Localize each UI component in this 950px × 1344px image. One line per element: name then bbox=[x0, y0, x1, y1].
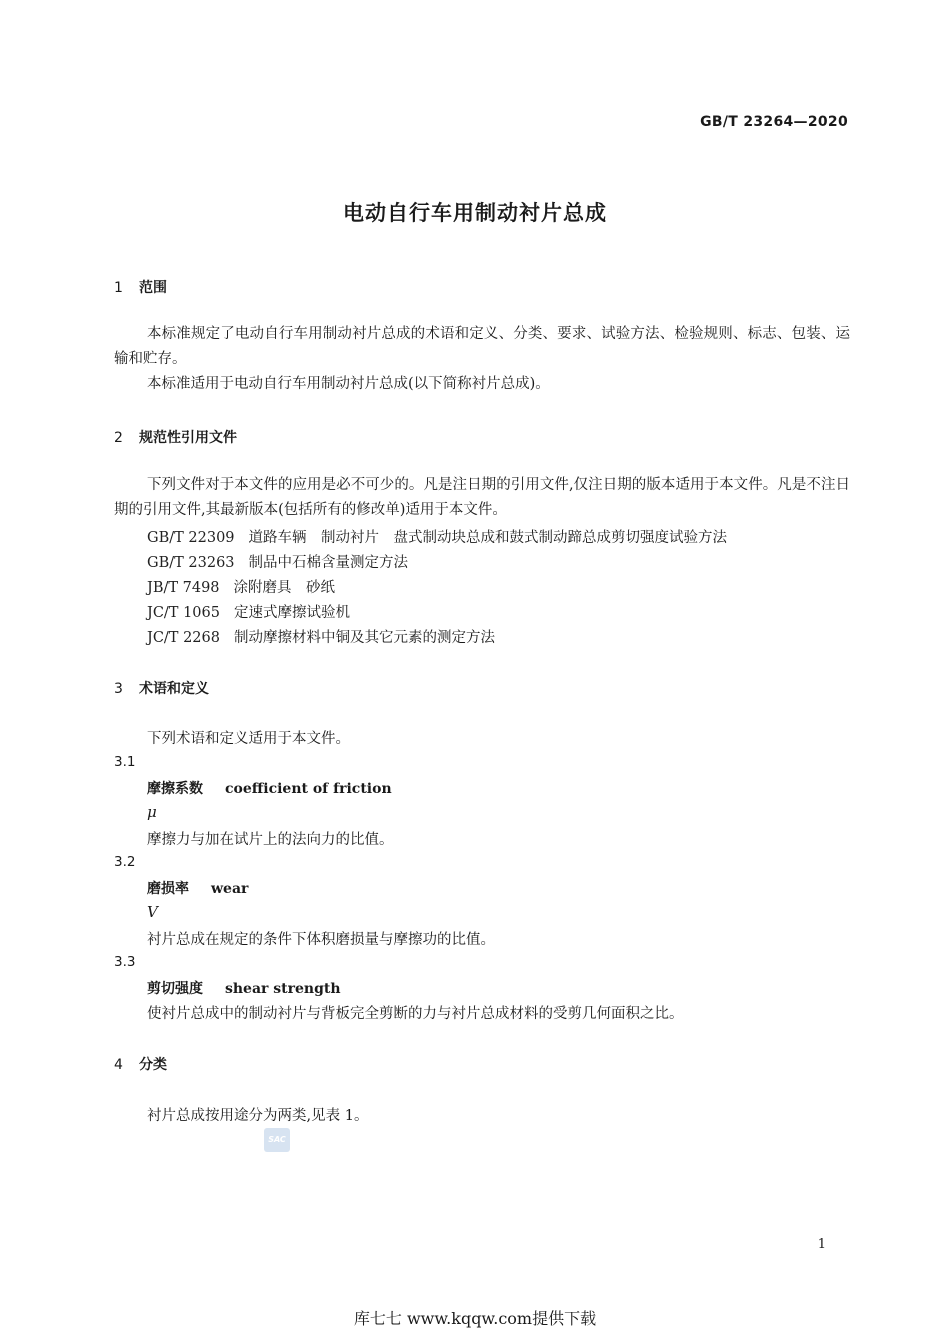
reference-item bbox=[147, 601, 350, 622]
section-title: 分类 bbox=[139, 1057, 167, 1073]
term-definition: 衬片总成在规定的条件下体积磨损量与摩擦功的比值。 bbox=[147, 932, 495, 948]
reference-title: 制品中石棉含量测定方法 bbox=[248, 555, 409, 571]
section-title: 规范性引用文件 bbox=[139, 430, 237, 446]
reference-title: 制动摩擦材料中铜及其它元素的测定方法 bbox=[233, 630, 495, 646]
reference-title: 涂附磨具 砂纸 bbox=[233, 580, 336, 596]
page-number: 1 bbox=[817, 1237, 826, 1252]
clause-number: 3.2 bbox=[114, 854, 136, 870]
section-number: 4 bbox=[114, 1057, 123, 1073]
clause-number: 3.3 bbox=[114, 954, 136, 970]
term-heading bbox=[147, 778, 392, 798]
term-definition: 使衬片总成中的制动衬片与背板完全剪断的力与衬片总成材料的受剪几何面积之比。 bbox=[147, 1006, 684, 1022]
clause-number: 3.1 bbox=[114, 754, 136, 770]
section-title: 术语和定义 bbox=[139, 681, 209, 697]
reference-title: 定速式摩擦试验机 bbox=[233, 605, 350, 621]
reference-code: JB/T 7498 bbox=[147, 580, 220, 596]
section-1-paragraph-1: 本标准规定了电动自行车用制动衬片总成的术语和定义、分类、要求、试验方法、检验规则、标志、包装、运输和贮存。 bbox=[114, 326, 850, 367]
term-symbol: V bbox=[147, 903, 158, 921]
reference-code: JC/T 1065 bbox=[147, 605, 220, 621]
sac-watermark-logo: SAC bbox=[264, 1128, 290, 1152]
term-heading bbox=[147, 978, 341, 998]
section-title: 范围 bbox=[139, 280, 167, 296]
section-number: 1 bbox=[114, 280, 123, 296]
reference-item bbox=[147, 576, 335, 597]
section-3-intro: 下列术语和定义适用于本文件。 bbox=[147, 731, 350, 747]
standard-number: GB/T 23264—2020 bbox=[700, 114, 848, 130]
section-number: 2 bbox=[114, 430, 123, 446]
section-4-heading bbox=[114, 1054, 167, 1074]
section-2-paragraph-1: 下列文件对于本文件的应用是必不可少的。凡是注日期的引用文件,仅注日期的版本适用于本文件。凡是不注日期的引用文件,其最新版本(包括所有的修改单)适用于本文件。 bbox=[114, 477, 850, 518]
section-3-heading bbox=[114, 678, 209, 698]
section-2-heading bbox=[114, 427, 237, 447]
reference-item bbox=[147, 626, 495, 647]
section-4-paragraph-1: 衬片总成按用途分为两类,见表 1。 bbox=[147, 1108, 369, 1124]
term-english: wear bbox=[211, 881, 249, 897]
document-title: 电动自行车用制动衬片总成 bbox=[343, 201, 607, 225]
term-chinese: 剪切强度 bbox=[147, 981, 203, 997]
section-1-heading bbox=[114, 277, 167, 297]
reference-code: JC/T 2268 bbox=[147, 630, 220, 646]
reference-code: GB/T 23263 bbox=[147, 555, 235, 571]
term-english: coefficient of friction bbox=[225, 781, 392, 797]
term-definition: 摩擦力与加在试片上的法向力的比值。 bbox=[147, 832, 394, 848]
section-number: 3 bbox=[114, 681, 123, 697]
reference-item bbox=[147, 526, 727, 547]
term-chinese: 磨损率 bbox=[147, 881, 189, 897]
term-heading bbox=[147, 878, 248, 898]
reference-code: GB/T 22309 bbox=[147, 530, 235, 546]
section-1-paragraph-2: 本标准适用于电动自行车用制动衬片总成(以下简称衬片总成)。 bbox=[147, 376, 550, 392]
term-symbol: μ bbox=[147, 803, 157, 821]
reference-item bbox=[147, 551, 408, 572]
term-chinese: 摩擦系数 bbox=[147, 781, 203, 797]
download-footer: 库七七 www.kqqw.com提供下载 bbox=[353, 1309, 597, 1328]
term-english: shear strength bbox=[225, 981, 341, 997]
reference-title: 道路车辆 制动衬片 盘式制动块总成和鼓式制动蹄总成剪切强度试验方法 bbox=[248, 530, 728, 546]
